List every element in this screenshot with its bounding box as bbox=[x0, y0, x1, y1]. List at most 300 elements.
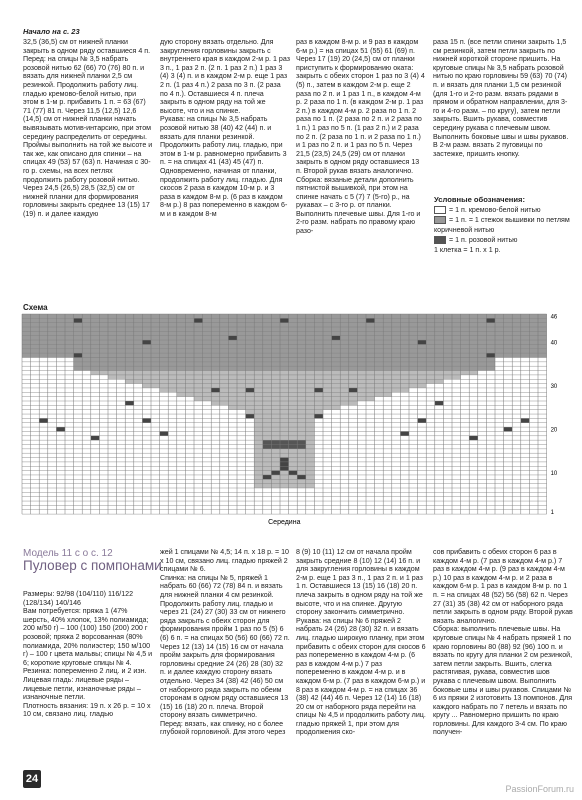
chart-cell bbox=[31, 314, 40, 318]
chart-cell bbox=[211, 366, 220, 370]
chart-cell bbox=[99, 318, 108, 322]
chart-cell bbox=[108, 366, 117, 370]
chart-cell bbox=[134, 358, 143, 362]
chart-cell bbox=[529, 323, 538, 327]
chart-cell bbox=[280, 418, 289, 422]
chart-cell bbox=[263, 484, 272, 488]
chart-cell bbox=[529, 336, 538, 340]
chart-cell bbox=[538, 331, 547, 335]
chart-stitch bbox=[280, 466, 289, 470]
chart-cell bbox=[418, 375, 427, 379]
chart-cell bbox=[151, 353, 160, 357]
chart-cell bbox=[366, 375, 375, 379]
chart-cell bbox=[366, 340, 375, 344]
chart-cell bbox=[469, 349, 478, 353]
chart-cell bbox=[228, 353, 237, 357]
chart-cell bbox=[160, 388, 169, 392]
chart-cell bbox=[452, 362, 461, 366]
chart-cell bbox=[495, 349, 504, 353]
chart-cell bbox=[168, 384, 177, 388]
chart-cell bbox=[392, 362, 401, 366]
chart-cell bbox=[349, 314, 358, 318]
chart-cell bbox=[280, 475, 289, 479]
chart-cell bbox=[160, 340, 169, 344]
chart-cell bbox=[254, 466, 263, 470]
chart-cell bbox=[280, 449, 289, 453]
chart-cell bbox=[160, 314, 169, 318]
chart-cell bbox=[306, 379, 315, 383]
chart-cell bbox=[271, 344, 280, 348]
chart-cell bbox=[469, 318, 478, 322]
chart-cell bbox=[375, 362, 384, 366]
chart-cell bbox=[521, 349, 530, 353]
chart-cell bbox=[529, 340, 538, 344]
chart-cell bbox=[297, 453, 306, 457]
chart-cell bbox=[340, 384, 349, 388]
chart-cell bbox=[306, 340, 315, 344]
chart-cell bbox=[306, 414, 315, 418]
chart-cell bbox=[469, 336, 478, 340]
chart-cell bbox=[246, 392, 255, 396]
chart-cell bbox=[271, 327, 280, 331]
chart-cell bbox=[357, 371, 366, 375]
chart-cell bbox=[478, 318, 487, 322]
chart-cell bbox=[160, 366, 169, 370]
chart-cell bbox=[297, 384, 306, 388]
chart-cell bbox=[203, 336, 212, 340]
chart-cell bbox=[263, 314, 272, 318]
chart-cell bbox=[185, 323, 194, 327]
chart-stitch bbox=[297, 440, 306, 444]
center-label: Середина bbox=[268, 519, 301, 527]
chart-cell bbox=[297, 397, 306, 401]
chart-cell bbox=[151, 371, 160, 375]
chart-cell bbox=[504, 353, 513, 357]
chart-cell bbox=[263, 362, 272, 366]
chart-cell bbox=[521, 340, 530, 344]
chart-cell bbox=[478, 327, 487, 331]
chart-cell bbox=[392, 323, 401, 327]
chart-cell bbox=[332, 405, 341, 409]
chart-cell bbox=[504, 327, 513, 331]
chart-cell bbox=[435, 331, 444, 335]
chart-cell bbox=[74, 314, 83, 318]
chart-cell bbox=[297, 431, 306, 435]
text-column-5: Размеры: 92/98 (104/110) 116/122 (128/134) 140/146 Вам потребуется: пряжа 1 (47% шерсть, 40% хлопок, 13% полиамида; 200 м/50 г) – 100 (100) 150 (200) 200 г розовой; пряжа 2 ворсованная (80% полиамида, 20% полиэстер; 150 м/100 г) – 100 г цвета мальвы; спицы № 4,5 и 6; короткие круговые спицы № 4. Резинка: попеременно 2 лиц. и 2 изн. Лицевая гладь: лицевые ряды – лицевые петли, изнаночные ряды – изнаночные петли. Плотность вязания: 19 п. x 26 р. = 10 x 10 см, связано лиц. гладью bbox=[23, 590, 153, 719]
chart-cell bbox=[469, 344, 478, 348]
chart-cell bbox=[22, 323, 31, 327]
chart-cell bbox=[538, 314, 547, 318]
chart-cell bbox=[271, 336, 280, 340]
chart-cell bbox=[108, 375, 117, 379]
chart-cell bbox=[400, 366, 409, 370]
chart-cell bbox=[82, 358, 91, 362]
chart-cell bbox=[108, 336, 117, 340]
chart-stitch bbox=[486, 318, 495, 322]
chart-cell bbox=[418, 353, 427, 357]
chart-cell bbox=[357, 318, 366, 322]
chart-cell bbox=[65, 336, 74, 340]
chart-cell bbox=[366, 358, 375, 362]
chart-cell bbox=[289, 388, 298, 392]
chart-cell bbox=[357, 314, 366, 318]
chart-cell bbox=[443, 331, 452, 335]
chart-cell bbox=[82, 327, 91, 331]
chart-cell bbox=[323, 375, 332, 379]
chart-cell bbox=[194, 379, 203, 383]
chart-cell bbox=[263, 405, 272, 409]
chart-cell bbox=[31, 323, 40, 327]
chart-cell bbox=[280, 401, 289, 405]
chart-cell bbox=[254, 418, 263, 422]
chart-cell bbox=[177, 366, 186, 370]
chart-cell bbox=[486, 366, 495, 370]
chart-cell bbox=[246, 379, 255, 383]
chart-cell bbox=[486, 327, 495, 331]
chart-cell bbox=[383, 392, 392, 396]
chart-cell bbox=[461, 323, 470, 327]
chart-cell bbox=[512, 327, 521, 331]
text-column-6: жей 1 спицами № 4,5; 14 п. x 18 р. = 10 x 10 см, связано лиц. гладью пряжей 2 спицами № 6. Спинка: на спицы № 5, пряжей 1 набрать 60 (66) 72 (78) 84 п. и вязать для нижней планки 4 см резинкой. Продолжить работу лиц. гладью и через 21 (24) 27 (30) 33 см от нижнего ряда закрыть с обеих сторон для формирования пройм 1 раз по 5 (5) 6 (6) 6 п. = на спицах 50 (56) 60 (66) 72 п. Через 12 (13) 14 (15) 16 см от начала пройм закрыть для формирования горловины средние 24 (26) 28 (30) 32 п. и далее каждую сторону вязать отдельно. Через 34 (38) 42 (46) 50 см от наборного ряда закрыть по обеим сторонам в одном ряду оставшиеся 13 (15) 16 (18) 20 п. плеча. Второй сторону вязать симметрично. Перед: вязать, как спинку, но с более глубокой горловиной. Для этого через bbox=[160, 548, 290, 737]
chart-cell bbox=[280, 358, 289, 362]
chart-cell bbox=[521, 327, 530, 331]
chart-cell bbox=[82, 323, 91, 327]
chart-cell bbox=[383, 371, 392, 375]
chart-cell bbox=[340, 401, 349, 405]
chart-cell bbox=[22, 353, 31, 357]
chart-cell bbox=[435, 366, 444, 370]
chart-cell bbox=[160, 362, 169, 366]
chart-cell bbox=[280, 323, 289, 327]
chart-cell bbox=[418, 318, 427, 322]
chart-cell bbox=[306, 336, 315, 340]
chart-cell bbox=[254, 449, 263, 453]
chart-cell bbox=[426, 340, 435, 344]
chart-cell bbox=[194, 397, 203, 401]
chart-cell bbox=[125, 375, 134, 379]
chart-cell bbox=[271, 331, 280, 335]
chart-cell bbox=[314, 327, 323, 331]
chart-cell bbox=[495, 344, 504, 348]
chart-cell bbox=[521, 318, 530, 322]
chart-cell bbox=[246, 410, 255, 414]
chart-cell bbox=[332, 388, 341, 392]
chart-cell bbox=[99, 323, 108, 327]
chart-cell bbox=[65, 327, 74, 331]
chart-cell bbox=[254, 336, 263, 340]
chart-cell bbox=[125, 344, 134, 348]
chart-cell bbox=[323, 323, 332, 327]
chart-cell bbox=[203, 344, 212, 348]
chart-cell bbox=[314, 331, 323, 335]
chart-cell bbox=[280, 336, 289, 340]
chart-cell bbox=[314, 336, 323, 340]
chart-cell bbox=[314, 358, 323, 362]
chart-cell bbox=[160, 318, 169, 322]
chart-cell bbox=[246, 405, 255, 409]
chart-cell bbox=[349, 401, 358, 405]
chart-cell bbox=[237, 318, 246, 322]
chart-stitch bbox=[435, 401, 444, 405]
chart-cell bbox=[91, 349, 100, 353]
chart-cell bbox=[392, 340, 401, 344]
chart-cell bbox=[297, 366, 306, 370]
chart-cell bbox=[409, 340, 418, 344]
chart-cell bbox=[314, 401, 323, 405]
chart-cell bbox=[375, 392, 384, 396]
chart-cell bbox=[254, 423, 263, 427]
chart-cell bbox=[82, 362, 91, 366]
chart-cell bbox=[357, 344, 366, 348]
chart-cell bbox=[461, 331, 470, 335]
chart-cell bbox=[168, 371, 177, 375]
chart-cell bbox=[280, 436, 289, 440]
chart-cell bbox=[99, 349, 108, 353]
chart-cell bbox=[409, 353, 418, 357]
chart-cell bbox=[306, 388, 315, 392]
chart-cell bbox=[418, 349, 427, 353]
chart-cell bbox=[297, 410, 306, 414]
chart-cell bbox=[263, 414, 272, 418]
chart-cell bbox=[117, 358, 126, 362]
chart-cell bbox=[392, 379, 401, 383]
chart-cell bbox=[160, 358, 169, 362]
chart-cell bbox=[99, 336, 108, 340]
text-column-3: раз в каждом 8-м р. и 9 раз в каждом 6-м р.) = на спицах 51 (55) 61 (69) п. Через 17 (19) 20 (24,5) см от планки приступить к формированию оката: закрыть с обеих сторон 1 раз по 3 (4) 4 (5) п., затем в каждом 2-м р. еще 2 раза по 2 п. и 1 раз 1 п., в каждом 4-м р. 2 раза по 1 п. (в каждом 2-м р. 1 раз 2 п.) в каждом 4-м р. 2 раза по 1 п. 2 раза по 1 п. (2 раза по 2 п. и 2 раза по 1 п.) 1 раз по 5 п. (1 раз 2 п.) и 2 раза по 2 п. (2 раза по 1 п. и 2 раза по 1 п.) и 1 раз по 2 п. и 1 раз по 5 п. Через 21,5 (23,5) 24,5 (29) см от планки закрыть в одном ряду оставшиеся 13 п. Второй рукав вязать аналогично. Сборка: вязаные детали дополнить пятнистой вышивкой, при этом на спинке начать с 5 (7) 7 (5-го) р., на рукавах – с 3-го р. от планки. Выполнить плечевые швы. Для 1-го и 2-го разм. набрать по правому краю разо- bbox=[296, 38, 425, 236]
chart-cell bbox=[383, 366, 392, 370]
chart-cell bbox=[91, 358, 100, 362]
text-column-8: сов прибавить с обеих сторон 6 раз в каждом 4-м р. (7 раз в каждом 4-м р.) 7 раз в каждом 4-м р. (9 раз в каждом 4-м р.) 10 раз в каждом 4-м р. и 2 раза в каждом 6-м р. 1 раз в каждом 8-м р. по 1 п. = на спицах 48 (52) 56 (58) 62 п. Через 27 (31) 35 (38) 42 см от наборного ряда петли закрыть в одном ряду. Второй рукав вязать аналогично. Сборка: выполнить плечевые швы. На круговые спицы № 4 набрать пряжей 1 по краю горловины 80 (88) 92 (96) 100 п. и вязать по кругу для планки 2 см резинкой, затем петли закрыть. Вшить, слегка растягивая, рукава, совместив шов рукава с плечевым швом. Выполнить боковые швы и швы рукавов. Спицами № 6 из пряжи 2 изготовить 13 помпонов. Для каждого набрать по 7 петель и вязать по кругу ... Равномерно пришить по краю горловины. Для каждого 3-4 см. По краю получен- bbox=[433, 548, 573, 737]
chart-cell bbox=[392, 318, 401, 322]
chart-cell bbox=[142, 353, 151, 357]
chart-cell bbox=[400, 375, 409, 379]
chart-cell bbox=[469, 358, 478, 362]
chart-cell bbox=[194, 340, 203, 344]
chart-cell bbox=[289, 353, 298, 357]
chart-cell bbox=[280, 314, 289, 318]
chart-cell bbox=[469, 331, 478, 335]
chart-cell bbox=[151, 331, 160, 335]
chart-cell bbox=[185, 388, 194, 392]
chart-cell bbox=[271, 323, 280, 327]
row-label: 30 bbox=[550, 383, 558, 390]
chart-cell bbox=[280, 405, 289, 409]
chart-cell bbox=[469, 362, 478, 366]
chart-cell bbox=[56, 344, 65, 348]
chart-cell bbox=[117, 336, 126, 340]
chart-cell bbox=[486, 331, 495, 335]
chart-cell bbox=[409, 318, 418, 322]
chart-stitch bbox=[349, 388, 358, 392]
chart-cell bbox=[443, 323, 452, 327]
chart-cell bbox=[306, 484, 315, 488]
chart-cell bbox=[409, 358, 418, 362]
chart-cell bbox=[306, 366, 315, 370]
chart-cell bbox=[211, 379, 220, 383]
chart-cell bbox=[297, 318, 306, 322]
chart-cell bbox=[280, 388, 289, 392]
chart-cell bbox=[177, 375, 186, 379]
chart-cell bbox=[280, 431, 289, 435]
chart-cell bbox=[383, 375, 392, 379]
chart-cell bbox=[323, 314, 332, 318]
chart-cell bbox=[409, 371, 418, 375]
chart-cell bbox=[297, 418, 306, 422]
chart-cell bbox=[228, 366, 237, 370]
chart-cell bbox=[435, 336, 444, 340]
chart-cell bbox=[349, 375, 358, 379]
chart-stitch bbox=[263, 440, 272, 444]
chart-cell bbox=[306, 375, 315, 379]
chart-cell bbox=[254, 410, 263, 414]
text-column-1: 32,5 (36,5) см от нижней планки закрыть в одном ряду оставшиеся 4 п. Перед: на спицы № 3,5 набрать розовой нитью 62 (66) 70 (76) 80 п. и вязать для нижней планки 2,5 см резинкой. Продолжить работу лиц. гладью кремово-белой нитью, при этом в 1-м р. прибавить 1 п. = 63 (67) 71 (77) 81 п. Через 11,5 (12,5) 12,6 (14,5) см от нижней планки начать вывязывать мотив-интарсию, при этом середину распределить от середины. Проймы выполнить на той же высоте и так же, как описано для спинки – на спицах 49 (53) 57 (63) п. Начиная с 30-го р. схемы, на всех петлях продолжить работу розовой нитью. Через 24,5 (26,5) 28,5 (32,5) см от нижней планки для формирования горловины закрыть среднее 13 (15) 17 (19) п. и далее каждую bbox=[23, 38, 153, 218]
chart-cell bbox=[246, 318, 255, 322]
chart-cell bbox=[117, 344, 126, 348]
chart-cell bbox=[194, 349, 203, 353]
chart-cell bbox=[228, 327, 237, 331]
chart-cell bbox=[297, 462, 306, 466]
chart-cell bbox=[297, 336, 306, 340]
chart-cell bbox=[31, 318, 40, 322]
chart-cell bbox=[254, 353, 263, 357]
chart-cell bbox=[486, 314, 495, 318]
chart-cell bbox=[366, 388, 375, 392]
chart-cell bbox=[263, 431, 272, 435]
schema-label: Схема bbox=[23, 303, 48, 312]
chart-cell bbox=[211, 331, 220, 335]
chart-cell bbox=[323, 366, 332, 370]
chart-cell bbox=[203, 397, 212, 401]
model-ref: Модель 11 с о с. 12 bbox=[23, 548, 113, 559]
chart-cell bbox=[383, 379, 392, 383]
chart-cell bbox=[392, 384, 401, 388]
chart-cell bbox=[237, 405, 246, 409]
chart-cell bbox=[246, 340, 255, 344]
chart-stitch bbox=[332, 336, 341, 340]
chart-cell bbox=[538, 349, 547, 353]
chart-cell bbox=[220, 379, 229, 383]
text-column-4: раза 15 п. (все петли спинки закрыть 1,5 см резинкой, затем петли закрыть по нижней короткой стороне пришить. На круговые спицы № 3,5 набрать розовой нитью по краю горловины 59 (63) 70 (74) п. и вязать для планки 1,5 см резинкой (для 1-го и 2-го разм. вязать рядами в прямом и обратном направлении, для 3-го и 4-го разм. – по кругу), затем петли закрыть. Вшить рукава, совместив середину рукава с плечевым швом. Выполнить боковые швы и швы рукавов. В 2-м разм. вязать 2 пуговицы по застежке, пришить кнопку. bbox=[433, 38, 569, 158]
chart-cell bbox=[211, 375, 220, 379]
chart-cell bbox=[263, 466, 272, 470]
chart-cell bbox=[280, 414, 289, 418]
chart-cell bbox=[151, 344, 160, 348]
chart-cell bbox=[512, 318, 521, 322]
chart-cell bbox=[280, 427, 289, 431]
chart-cell bbox=[142, 371, 151, 375]
chart-cell bbox=[314, 340, 323, 344]
chart-cell bbox=[340, 344, 349, 348]
chart-cell bbox=[297, 458, 306, 462]
chart-cell bbox=[323, 397, 332, 401]
chart-cell bbox=[375, 366, 384, 370]
chart-cell bbox=[332, 379, 341, 383]
chart-cell bbox=[228, 344, 237, 348]
chart-cell bbox=[99, 331, 108, 335]
chart-cell bbox=[435, 314, 444, 318]
chart-cell bbox=[478, 358, 487, 362]
chart-cell bbox=[220, 388, 229, 392]
chart-cell bbox=[22, 349, 31, 353]
chart-cell bbox=[400, 318, 409, 322]
chart-cell bbox=[22, 331, 31, 335]
chart-cell bbox=[314, 410, 323, 414]
chart-cell bbox=[349, 344, 358, 348]
chart-cell bbox=[375, 358, 384, 362]
chart-cell bbox=[271, 423, 280, 427]
chart-cell bbox=[74, 366, 83, 370]
chart-cell bbox=[469, 327, 478, 331]
chart-cell bbox=[99, 344, 108, 348]
chart-cell bbox=[375, 375, 384, 379]
chart-cell bbox=[185, 318, 194, 322]
chart-cell bbox=[160, 344, 169, 348]
chart-cell bbox=[48, 344, 57, 348]
chart-cell bbox=[443, 358, 452, 362]
chart-cell bbox=[74, 340, 83, 344]
chart-cell bbox=[383, 340, 392, 344]
chart-cell bbox=[185, 371, 194, 375]
chart-cell bbox=[375, 336, 384, 340]
chart-cell bbox=[452, 349, 461, 353]
chart-cell bbox=[418, 379, 427, 383]
chart-stitch bbox=[280, 462, 289, 466]
chart-cell bbox=[263, 453, 272, 457]
chart-cell bbox=[332, 362, 341, 366]
chart-cell bbox=[400, 344, 409, 348]
chart-cell bbox=[125, 379, 134, 383]
chart-cell bbox=[228, 392, 237, 396]
chart-cell bbox=[177, 371, 186, 375]
chart-cell bbox=[134, 323, 143, 327]
chart-cell bbox=[435, 353, 444, 357]
chart-cell bbox=[538, 344, 547, 348]
chart-cell bbox=[185, 362, 194, 366]
chart-cell bbox=[314, 392, 323, 396]
chart-cell bbox=[168, 379, 177, 383]
chart-cell bbox=[452, 336, 461, 340]
chart-cell bbox=[271, 314, 280, 318]
chart-cell bbox=[211, 314, 220, 318]
chart-cell bbox=[495, 323, 504, 327]
chart-cell bbox=[203, 358, 212, 362]
chart-cell bbox=[91, 362, 100, 366]
chart-cell bbox=[306, 471, 315, 475]
chart-cell bbox=[478, 331, 487, 335]
chart-cell bbox=[151, 358, 160, 362]
chart-cell bbox=[469, 353, 478, 357]
chart-cell bbox=[392, 349, 401, 353]
chart-cell bbox=[263, 462, 272, 466]
chart-cell bbox=[452, 371, 461, 375]
chart-cell bbox=[177, 323, 186, 327]
chart-cell bbox=[512, 331, 521, 335]
chart-cell bbox=[409, 362, 418, 366]
chart-cell bbox=[263, 458, 272, 462]
chart-cell bbox=[271, 484, 280, 488]
chart-cell bbox=[332, 371, 341, 375]
legend-title: Условные обозначения: bbox=[434, 195, 526, 204]
chart-cell bbox=[134, 340, 143, 344]
chart-cell bbox=[349, 366, 358, 370]
continued-note: Начало на с. 23 bbox=[23, 27, 80, 36]
chart-cell bbox=[142, 384, 151, 388]
chart-cell bbox=[504, 331, 513, 335]
chart-cell bbox=[82, 340, 91, 344]
chart-stitch bbox=[74, 353, 83, 357]
chart-cell bbox=[375, 384, 384, 388]
chart-cell bbox=[443, 375, 452, 379]
